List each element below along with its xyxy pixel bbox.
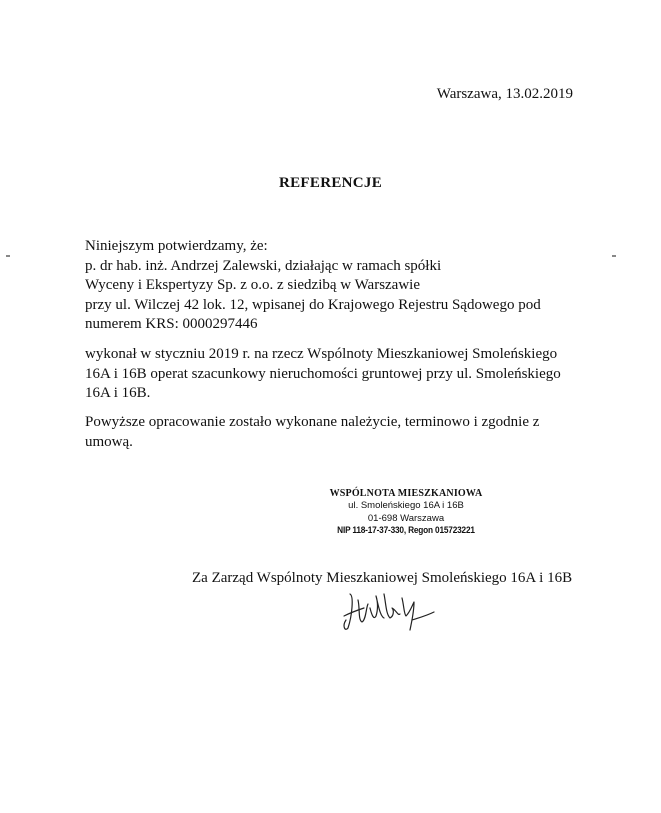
paragraph-confirmation bbox=[85, 237, 585, 335]
signature-caption: Za Zarząd Wspólnoty Mieszkaniowej Smoleńskiego 16A i 16B bbox=[192, 570, 573, 586]
organization-stamp bbox=[322, 488, 490, 535]
handwritten-signature bbox=[340, 586, 440, 636]
paragraph-line: wykonał w styczniu 2019 r. na rzecz Wspólnoty Mieszkaniowej Smoleńskiego bbox=[85, 346, 558, 362]
paragraph-line: Powyższe opracowanie zostało wykonane należycie, terminowo i zgodnie z bbox=[85, 414, 540, 430]
paragraph-line: Wyceny i Ekspertyzy Sp. z o.o. z siedzibą w Warszawie bbox=[85, 277, 421, 293]
stamp-ids: NIP 118-17-37-330, Regon 015723221 bbox=[337, 525, 475, 535]
stamp-address: ul. Smoleńskiego 16A i 16B bbox=[348, 500, 464, 511]
stamp-name: WSPÓLNOTA MIESZKANIOWA bbox=[329, 488, 483, 499]
scan-mark-right bbox=[612, 255, 616, 257]
scan-mark-left bbox=[6, 255, 10, 257]
document-title: REFERENCJE bbox=[278, 175, 382, 191]
document-date: Warszawa, 13.02.2019 bbox=[436, 86, 573, 102]
paragraph-line: umową. bbox=[85, 433, 133, 450]
paragraph-line: p. dr hab. inż. Andrzej Zalewski, działając w ramach spółki bbox=[85, 257, 442, 274]
paragraph-line: przy ul. Wilczej 42 lok. 12, wpisanej do Krajowego Rejestru Sądowego pod bbox=[85, 296, 541, 313]
paragraph-assessment bbox=[85, 413, 585, 452]
paragraph-line: Niniejszym potwierdzamy, że: bbox=[85, 238, 268, 254]
paragraph-line: 16A i 16B operat szacunkowy nieruchomości gruntowej przy ul. Smoleńskiego bbox=[85, 365, 561, 382]
paragraph-work-description bbox=[85, 345, 585, 404]
paragraph-line: 16A i 16B. bbox=[85, 385, 151, 401]
stamp-city: 01-698 Warszawa bbox=[367, 513, 445, 524]
paragraph-line: numerem KRS: 0000297446 bbox=[85, 316, 258, 332]
